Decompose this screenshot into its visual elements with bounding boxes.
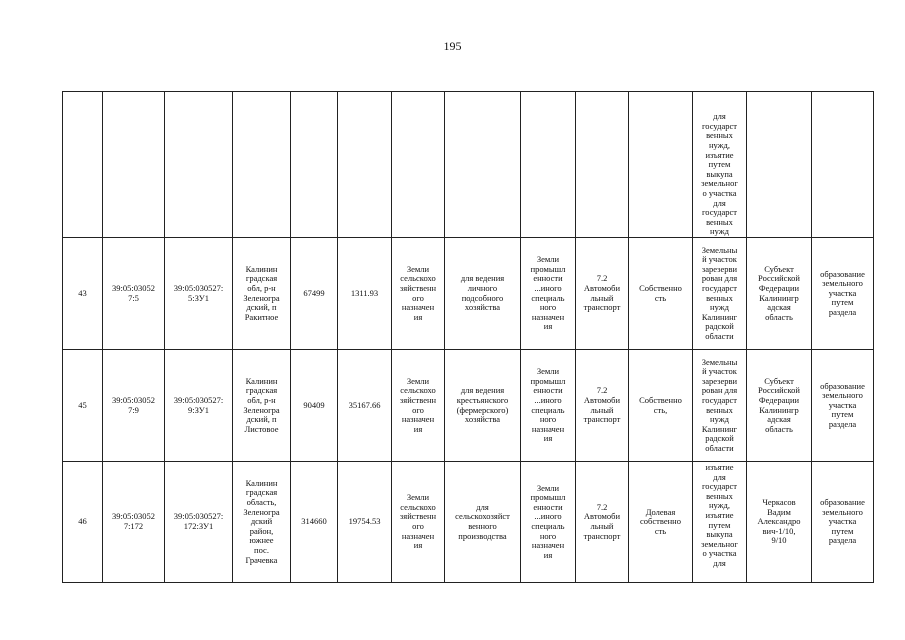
table-row bbox=[63, 462, 874, 583]
cell-owner bbox=[747, 92, 812, 238]
cell-address: Калинин градская обл, р-н Зеленогра дский, п Ракитное bbox=[233, 238, 291, 350]
cell-new-plot: 39:05:030527: 172:ЗУ1 bbox=[165, 462, 233, 583]
cell-area: 67499 bbox=[291, 238, 338, 350]
cell-owner: Субъект Российской Федерации Калинингр адская область bbox=[747, 350, 812, 462]
cell-num bbox=[63, 92, 103, 238]
cell-address: Калинин градская область, Зеленогра дский район, южнее пос. Грачевка bbox=[233, 462, 291, 583]
cell-basis bbox=[812, 92, 874, 238]
cell-new-plot: 39:05:030527: 5:ЗУ1 bbox=[165, 238, 233, 350]
cell-cadastral: 39:05:03052 7:172 bbox=[103, 462, 165, 583]
cell-from-category bbox=[521, 92, 576, 238]
table-row bbox=[63, 92, 874, 238]
cell-area bbox=[291, 92, 338, 238]
cell-basis: образование земельного участка путем раздела bbox=[812, 462, 874, 583]
cell-new-plot bbox=[165, 92, 233, 238]
cell-num: 46 bbox=[63, 462, 103, 583]
cell-new-plot: 39:05:030527: 9:ЗУ1 bbox=[165, 350, 233, 462]
cell-right bbox=[629, 92, 693, 238]
cell-purpose: 7.2 Автомоби льный транспорт bbox=[576, 350, 629, 462]
cell-purpose: 7.2 Автомоби льный транспорт bbox=[576, 462, 629, 583]
cell-use: для ведения личного подсобного хозяйства bbox=[445, 238, 521, 350]
cell-cadastral bbox=[103, 92, 165, 238]
cell-category: Земли сельскохо зяйственн ого назначен ия bbox=[392, 350, 445, 462]
cell-encumbrance: Земельны й участок зарезерви рован для государст венных нужд Калининг радской области bbox=[693, 350, 747, 462]
cell-basis: образование земельного участка путем раздела bbox=[812, 238, 874, 350]
cell-category: Земли сельскохо зяйственн ого назначен ия bbox=[392, 238, 445, 350]
cell-use: для сельскохозяйст венного производства bbox=[445, 462, 521, 583]
table-row bbox=[63, 238, 874, 350]
cell-category: Земли сельскохо зяйственн ого назначен ия bbox=[392, 462, 445, 583]
cell-encumbrance: для государст венных нужд, изъятие путем выкупа земельног о участка для государст венных нужд bbox=[693, 92, 747, 238]
cell-area: 90409 bbox=[291, 350, 338, 462]
cell-value: 35167.66 bbox=[338, 350, 392, 462]
cell-value: 1311.93 bbox=[338, 238, 392, 350]
table-row bbox=[63, 350, 874, 462]
table-body bbox=[63, 92, 874, 583]
cell-from-category: Земли промышл енности ...иного специаль ного назначен ия bbox=[521, 350, 576, 462]
cell-right: Собственно сть bbox=[629, 238, 693, 350]
cell-from-category: Земли промышл енности ...иного специаль ного назначен ия bbox=[521, 238, 576, 350]
cell-num: 43 bbox=[63, 238, 103, 350]
cell-value bbox=[338, 92, 392, 238]
cell-encumbrance: Земельны й участок зарезерви рован для государст венных нужд Калининг радской области bbox=[693, 238, 747, 350]
cell-cadastral: 39:05:03052 7:9 bbox=[103, 350, 165, 462]
cell-encumbrance: изъятие для государст венных нужд, изъятие путем выкупа земельног о участка для bbox=[693, 462, 747, 583]
cell-right: Долевая собственно сть bbox=[629, 462, 693, 583]
cell-cadastral: 39:05:03052 7:5 bbox=[103, 238, 165, 350]
cell-use bbox=[445, 92, 521, 238]
cell-purpose bbox=[576, 92, 629, 238]
page-number: 195 bbox=[443, 39, 462, 53]
cell-owner: Черкасов Вадим Александро вич-1/10, 9/10 bbox=[747, 462, 812, 583]
cell-category bbox=[392, 92, 445, 238]
cell-basis: образование земельного участка путем раздела bbox=[812, 350, 874, 462]
land-plots-table bbox=[62, 91, 874, 583]
cell-purpose: 7.2 Автомоби льный транспорт bbox=[576, 238, 629, 350]
cell-address bbox=[233, 92, 291, 238]
cell-owner: Субъект Российской Федерации Калинингр адская область bbox=[747, 238, 812, 350]
cell-address: Калинин градская обл, р-н Зеленогра дский, п Листовое bbox=[233, 350, 291, 462]
cell-use: для ведения крестьянского (фермерского) хозяйства bbox=[445, 350, 521, 462]
cell-value: 19754.53 bbox=[338, 462, 392, 583]
cell-num: 45 bbox=[63, 350, 103, 462]
cell-area: 314660 bbox=[291, 462, 338, 583]
cell-from-category: Земли промышл енности ...иного специаль ного назначен ия bbox=[521, 462, 576, 583]
cell-right: Собственно сть, bbox=[629, 350, 693, 462]
